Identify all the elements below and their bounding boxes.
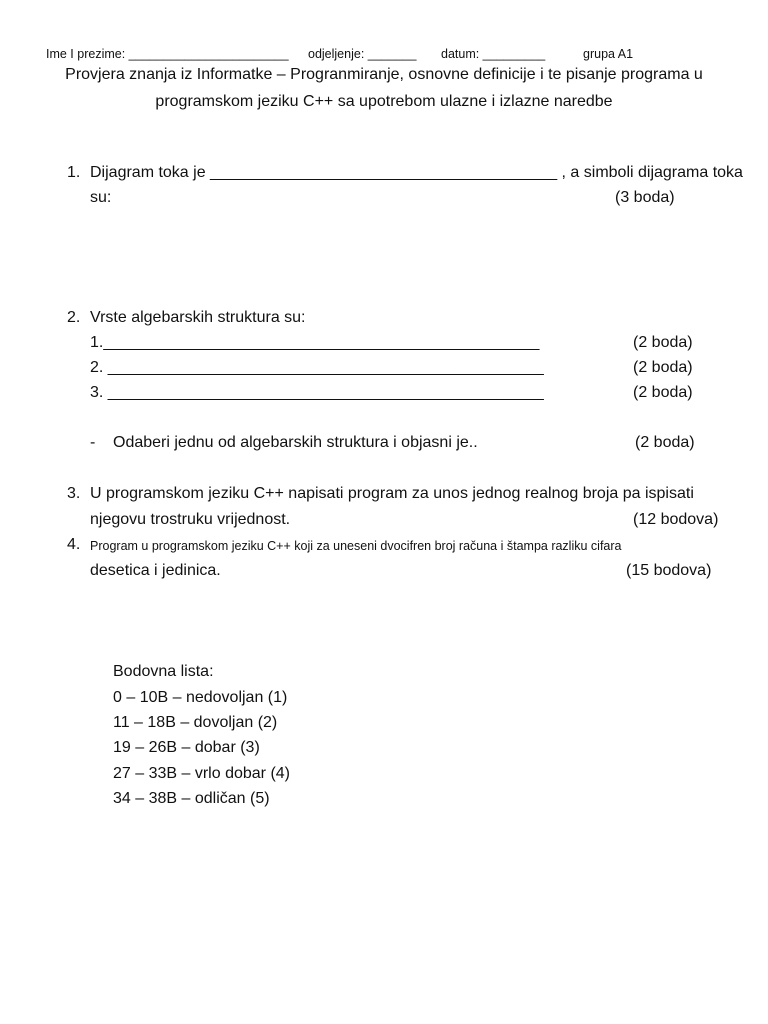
question-text: Vrste algebarskih struktura su: [90,309,306,326]
question-number: 4. [67,536,81,553]
question-points: (15 bodova) [626,562,712,579]
grading-title: Bodovna lista: [113,663,214,680]
answer-points-1: (2 boda) [633,334,693,351]
group-label: grupa A1 [583,47,634,61]
answer-blank-2[interactable]: 2. _________________________________________________ [90,359,544,376]
sub-question-text: Odaberi jednu od algebarskih struktura i objasni je.. [113,434,478,451]
question-number: 1. [67,164,81,181]
answer-blank-1[interactable]: 1._________________________________________________ [90,334,540,351]
answer-points-3: (2 boda) [633,384,693,401]
grading-item: 19 – 26B – dobar (3) [113,739,260,756]
name-field: Ime I prezime: _______________________ [46,47,289,61]
sub-question-points: (2 boda) [635,434,695,451]
grading-item: 34 – 38B – odličan (5) [113,790,270,807]
grading-item: 11 – 18B – dovoljan (2) [113,714,278,731]
date-field: datum: _________ [441,47,546,61]
question-points: (3 boda) [615,189,675,206]
answer-points-2: (2 boda) [633,359,693,376]
question-number: 3. [67,485,81,502]
test-title-line1: Provjera znanja iz Informatke – Progranmiranje, osnovne definicije i te pisanje programa u [65,66,703,83]
question-text-cont: desetica i jedinica. [90,562,221,579]
question-points: (12 bodova) [633,511,719,528]
question-text: U programskom jeziku C++ napisati program za unos jednog realnog broja pa ispisati [90,485,694,502]
question-text: Dijagram toka je _______________________________________ , a simboli dijagrama toka [90,164,743,181]
question-text-cont: su: [90,189,112,206]
answer-blank-3[interactable]: 3. _________________________________________________ [90,384,544,401]
class-field: odjeljenje: _______ [308,47,417,61]
question-text: Program u programskom jeziku C++ koji za uneseni dvocifren broj računa i štampa razliku cifara [90,539,622,553]
sub-bullet: - [90,434,96,451]
grading-item: 0 – 10B – nedovoljan (1) [113,689,288,706]
test-title-line2: programskom jeziku C++ sa upotrebom ulazne i izlazne naredbe [155,93,613,110]
grading-item: 27 – 33B – vrlo dobar (4) [113,765,290,782]
question-number: 2. [67,309,81,326]
question-text-cont: njegovu trostruku vrijednost. [90,511,291,528]
